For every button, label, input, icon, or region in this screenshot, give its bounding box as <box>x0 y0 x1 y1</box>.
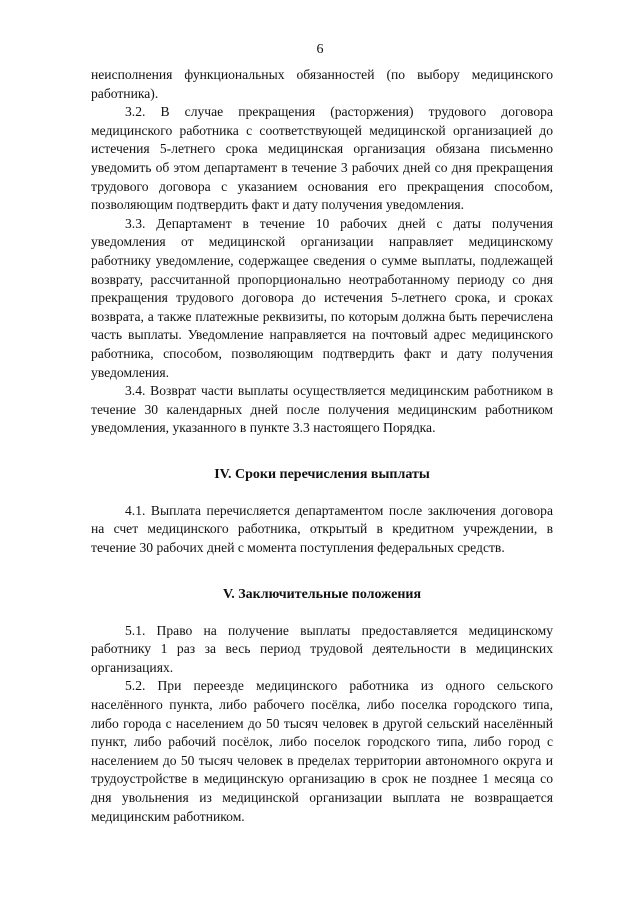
paragraph-3-4: 3.4. Возврат части выплаты осуществляется медицинским работником в течение 30 календарных дней после получения медицинским работником уведомления, указанного в пункте 3.3 настоящего Порядка. <box>91 383 553 436</box>
spacer <box>91 438 553 466</box>
spacer <box>91 604 553 622</box>
section-heading-5: V. Заключительные положения <box>222 586 422 602</box>
paragraph-4-1: 4.1. Выплата перечисляется департаментом после заключения договора на счет медицинского работника, открытый в кредитном учреждении, в течение 30 рабочих дней с момента поступления федеральных средств. <box>91 502 553 556</box>
paragraph-3-3: 3.3. Департамент в течение 10 рабочих дней с даты получения уведомления от медицинской организации направляет медицинскому работнику уведомление, содержащее сведения о сумме выплаты, подлежащей возврату, рассчитанной пропорционально неотработанному периоду со дня прекращения трудового договора до истечения 5-летнего срока, и сроках возврата, а также платежные реквизиты, по которым должна быть перечислена часть выплаты. Уведомление направляется на почтовый адрес медицинского работника, способом, позволяющим подтвердить факт и дату получения уведомления. <box>91 215 553 380</box>
paragraph-5-2: 5.2. При переезде медицинского работника из одного сельского населённого пункта, либо рабочего посёлка, либо поселка городского типа, либо города с населением до 50 тысяч человек в другой сельский населённый пункт, либо рабочий посёлок, либо поселок городского типа, либо город с населением до 50 тысяч человек в пределах территории автономного округа и трудоустройстве в медицинскую организацию в срок не позднее 1 месяца со дня увольнения из медицинской организации выплата не возвращается медицинским работником. <box>91 678 553 824</box>
document-body <box>91 66 553 826</box>
paragraph-3-2: 3.2. В случае прекращения (расторжения) трудового договора медицинского работника с соответствующей медицинской организацией до истечения 5-летнего срока медицинская организация обязана письменно уведомить об этом департамент в течение 3 рабочих дней со дня прекращения трудового договора с указанием основания его прекращения способом, позволяющим подтвердить факт и дату получения уведомления. <box>91 104 553 213</box>
paragraph-continuation: неисполнения функциональных обязанностей (по выбору медицинского работника). <box>91 67 553 101</box>
page-number: 6 <box>316 42 324 57</box>
spacer <box>91 484 553 502</box>
spacer <box>91 558 553 586</box>
section-heading-4: IV. Сроки перечисления выплаты <box>214 466 430 482</box>
paragraph-5-1: 5.1. Право на получение выплаты предоставляется медицинскому работнику 1 раз за весь период трудовой деятельности в медицинских организациях. <box>91 622 553 675</box>
